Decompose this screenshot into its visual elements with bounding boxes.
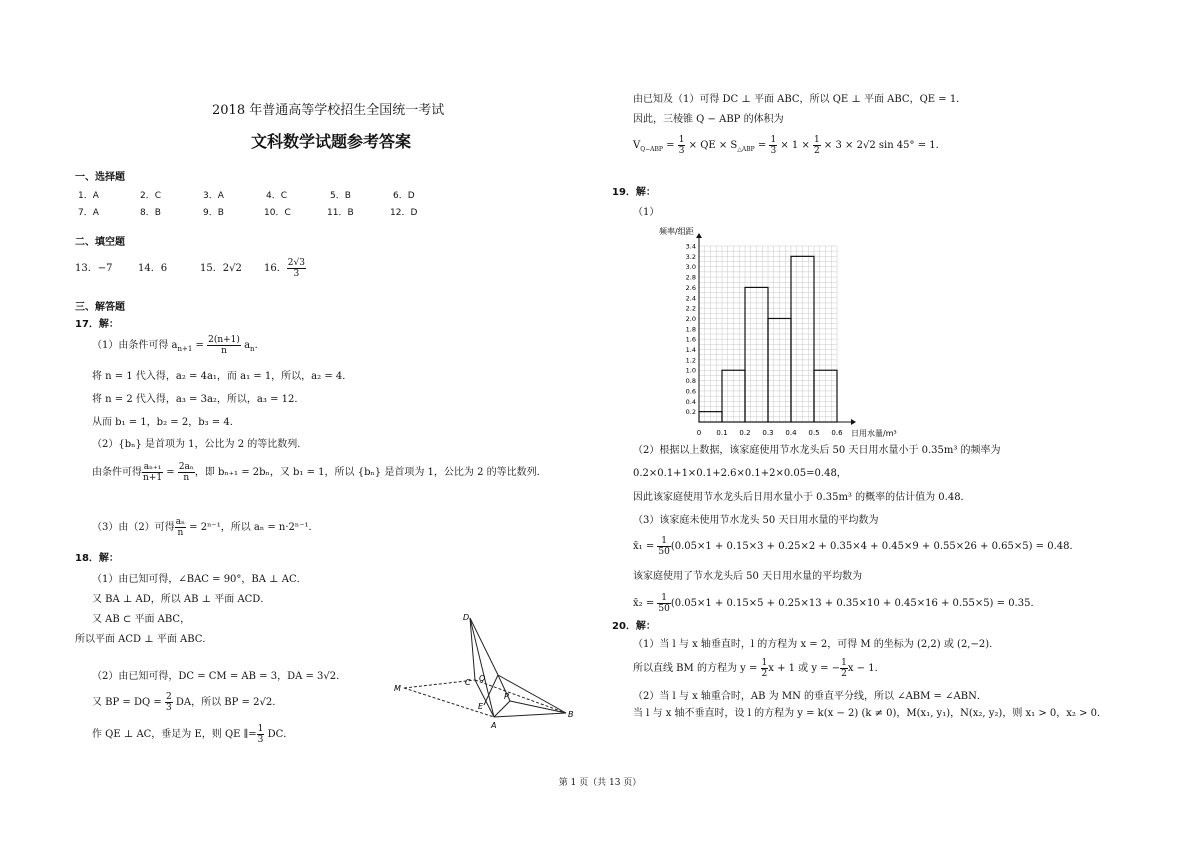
choice-answer: 3．A [203, 191, 224, 201]
y-tick-label: 3.0 [685, 263, 696, 272]
x-axis-arrow [851, 419, 856, 425]
x-tick-label: 0 [696, 429, 702, 437]
q17-line: 从而 b₁ = 1，b₂ = 2，b₃ = 4． [92, 417, 240, 428]
y-tick-label: 0.6 [685, 387, 696, 396]
section-fill-heading: 二、填空题 [75, 237, 125, 248]
q17-line: （1）由条件可得 $a_{n+1}$ = $\frac{2(n+1)}{n}$ $a_n$． [92, 335, 265, 356]
y-tick-label: 0.8 [685, 377, 696, 386]
q18-line: （1）由已知可得，∠BAC = 90°，BA ⊥ AC． [92, 574, 307, 585]
q20-line: 当 l 与 x 轴不垂直时，设 l 的方程为 y = k(x − 2) (k ≠ 0)，M(x₁, y₁)，N(x₂, y₂)，则 x₁ > 0，x₂ > 0． [633, 708, 1108, 719]
fraction: $\frac{1}{50}$ [658, 593, 670, 614]
choice-answer: 2．C [140, 191, 162, 201]
choice-answer: 8．B [140, 208, 161, 218]
fraction: $\frac{2√3}{3}$ [287, 258, 305, 279]
section-answer-heading: 三、解答题 [75, 302, 125, 313]
x-tick-label: 0.1 [716, 429, 728, 437]
y-axis-arrow [696, 233, 702, 238]
choice-answer: 12．D [390, 208, 418, 218]
page-footer: 第 1 页（共 13 页） [558, 778, 642, 788]
choice-answer: 7．A [78, 208, 99, 218]
choice-answer: 5．B [330, 191, 351, 201]
answer-value: 2√2 [222, 263, 242, 274]
y-tick-label: 2.6 [685, 283, 696, 292]
q19-heading: 19．解： [612, 187, 656, 198]
q20-line: 所以直线 BM 的方程为 y = $\frac{1}{2}$ x + 1 或 y = − $\frac{1}{2}$ x − 1． [633, 658, 885, 679]
y-tick-label: 2.4 [685, 294, 696, 303]
q17-heading: 17．解： [75, 319, 119, 330]
fraction: $\frac{\text{aₙ}}{n}$ [175, 517, 185, 538]
edge-AP [494, 701, 510, 717]
q19-line: 0.2×0.1+1×0.1+2.6×0.1+2×0.05=0.48， [633, 468, 847, 479]
fraction: $\frac{\text{2aₙ}}{n}$ [178, 462, 194, 483]
answer-title: 文科数学试题参考答案 [251, 132, 412, 151]
q18-line: 又 BA ⊥ AD，所以 AB ⊥ 平面 ACD． [92, 594, 271, 605]
q19-line: 因此该家庭使用节水龙头后日用水量小于 0.35m³ 的概率的估计值为 0.48． [633, 492, 971, 503]
fill-answer-14: 14．6 [138, 263, 168, 274]
point-label-C: C [465, 678, 471, 687]
x-tick-label: 0.4 [785, 429, 797, 437]
point-label-A: A [491, 721, 497, 730]
q19-mean-1: x̄₁ = $\frac{1}{50}$ (0.05×1 + 0.15×3 + 0.25×2 + 0.35×4 + 0.45×9 + 0.55×26 + 0.65×5) = 0.48． [633, 536, 1080, 557]
y-tick-label: 0.2 [685, 408, 696, 417]
histogram-chart [655, 222, 915, 442]
fraction: $\frac{1}{2}$ [761, 658, 768, 679]
y-tick-label: 3.4 [685, 242, 696, 251]
fraction: $\frac{2(n+1)}{n}$ [208, 335, 240, 356]
q17-line: 将 n = 2 代入得，a₃ = 3a₂，所以，a₃ = 12． [92, 394, 305, 405]
choice-answer: 10．C [264, 208, 291, 218]
q17-line: 将 n = 1 代入得，a₂ = 4a₁，而 a₁ = 1，所以，a₂ = 4． [92, 371, 353, 382]
y-tick-label: 1.0 [685, 366, 696, 375]
fraction: $\frac{1}{2}$ [814, 135, 820, 156]
q18-line: 由已知及（1）可得 DC ⊥ 平面 ABC，所以 QE ⊥ 平面 ABC，QE = 1． [633, 94, 967, 105]
q18-line: 又 BP = DQ = $\frac{2}{3}$ DA，所以 BP = 2√2． [92, 692, 283, 713]
q17-line: （3）由（2）可得 $\frac{\text{aₙ}}{n}$ = 2ⁿ⁻¹，所以 aₙ = n·2ⁿ⁻¹． [92, 517, 319, 538]
x-axis-label: 日用水量/m³ [851, 429, 897, 438]
edge-AB [494, 713, 566, 717]
geometry-figure [390, 605, 590, 735]
y-tick-label: 3.2 [685, 252, 696, 261]
q18-line: （2）由已知可得，DC = CM = AB = 3，DA = 3√2． [92, 671, 347, 682]
q18-line: 因此，三棱锥 Q − ABP 的体积为 [633, 114, 784, 125]
x-tick-label: 0.2 [739, 429, 751, 437]
q18-line: 所以平面 ACD ⊥ 平面 ABC． [75, 634, 213, 645]
y-tick-label: 1.8 [685, 325, 696, 334]
fraction: $\frac{1}{50}$ [658, 536, 670, 557]
section-choice-heading: 一、选择题 [75, 172, 125, 183]
q18-line: 作 QE ⊥ AC，垂足为 E，则 QE ∥= $\frac{1}{3}$ DC． [92, 724, 294, 745]
q19-line: （3）该家庭未使用节水龙头 50 天日用水量的平均数为 [633, 515, 879, 526]
q17-line: （2）{bₙ} 是首项为 1，公比为 2 的等比数列． [92, 439, 308, 450]
q18-line: 又 AB ⊂ 平面 ABC， [92, 614, 191, 625]
fill-answer-16: 16． $\frac{2√3}{3}$ [264, 258, 305, 279]
edge-QE [484, 675, 498, 705]
fraction: $\frac{2}{3}$ [165, 692, 172, 713]
q18-volume-formula: $V_{Q-ABP}$ = $\frac{1}{3}$ × QE × $S_{\triangle ABP}$ = $\frac{1}{3}$ × 1 × $\frac{1}{2}$ × 3 × 2√2 sin 45° = 1． [633, 135, 946, 156]
q17-line: 由条件可得 $\frac{\text{aₙ₊₁}}{n+1}$ = $\frac{\text{2aₙ}}{n}$ ，即 bₙ₊₁ = 2bₙ，又 b₁ = 1，所以 {bₙ} 是首项为 1，公比为 2 的等比数列． [92, 462, 547, 483]
x-tick-label: 0.5 [808, 429, 820, 437]
choice-answer: 4．C [266, 191, 288, 201]
q20-line: （1）当 l 与 x 轴垂直时，l 的方程为 x = 2，可得 M 的坐标为 (2,2) 或 (2,−2)． [633, 639, 1000, 650]
fraction: $\frac{1}{3}$ [257, 724, 264, 745]
y-tick-label: 2.8 [685, 273, 696, 282]
q19-line: （2）根据以上数据，该家庭使用节水龙头后 50 天日用水量小于 0.35m³ 的频率为 [633, 445, 1001, 456]
y-tick-label: 1.6 [685, 335, 696, 344]
choice-answer: 1．A [78, 191, 99, 201]
y-tick-label: 2.2 [685, 304, 696, 313]
q20-line: （2）当 l 与 x 轴重合时，AB 为 MN 的垂直平分线，所以 ∠ABM = ∠ABN． [633, 691, 987, 702]
y-tick-label: 0.4 [685, 397, 696, 406]
fraction: $\frac{1}{3}$ [678, 135, 685, 156]
q19-mean-2: x̄₂ = $\frac{1}{50}$ (0.05×1 + 0.15×5 + 0.25×13 + 0.35×10 + 0.45×16 + 0.55×5) = 0.35． [633, 593, 1041, 614]
q20-heading: 20．解： [612, 621, 656, 632]
exam-title: 2018 年普通高等学校招生全国统一考试 [212, 103, 445, 118]
q19-line: 该家庭使用了节水龙头后 50 天日用水量的平均数为 [633, 571, 863, 582]
fill-answer-15: 15．2√2 [200, 263, 242, 274]
fill-answer-13: 13．−7 [75, 263, 113, 274]
fraction: $\frac{1}{3}$ [770, 135, 777, 156]
x-tick-label: 0.6 [831, 429, 843, 437]
point-label-D: D [463, 613, 470, 622]
choice-answer: 6．D [393, 191, 415, 201]
y-tick-label: 2.0 [685, 314, 696, 323]
choice-answer: 11．B [327, 208, 354, 218]
y-tick-label: 1.2 [685, 356, 696, 365]
point-label-P: P [504, 692, 509, 701]
point-label-M: M [394, 684, 401, 693]
y-axis-label: 频率/组距 [659, 227, 694, 236]
point-label-E: E [478, 702, 484, 711]
choice-answer: 9．B [203, 208, 224, 218]
q18-heading: 18．解： [75, 553, 119, 564]
fraction: $\frac{1}{2}$ [841, 658, 847, 679]
fraction: $\frac{\text{aₙ₊₁}}{n+1}$ [143, 462, 163, 483]
point-label-B: B [568, 710, 574, 719]
y-tick-label: 1.4 [685, 346, 696, 355]
point-label-Q: Q [479, 674, 486, 683]
x-tick-label: 0.3 [762, 429, 774, 437]
q19-part1-label: （1） [633, 207, 660, 218]
